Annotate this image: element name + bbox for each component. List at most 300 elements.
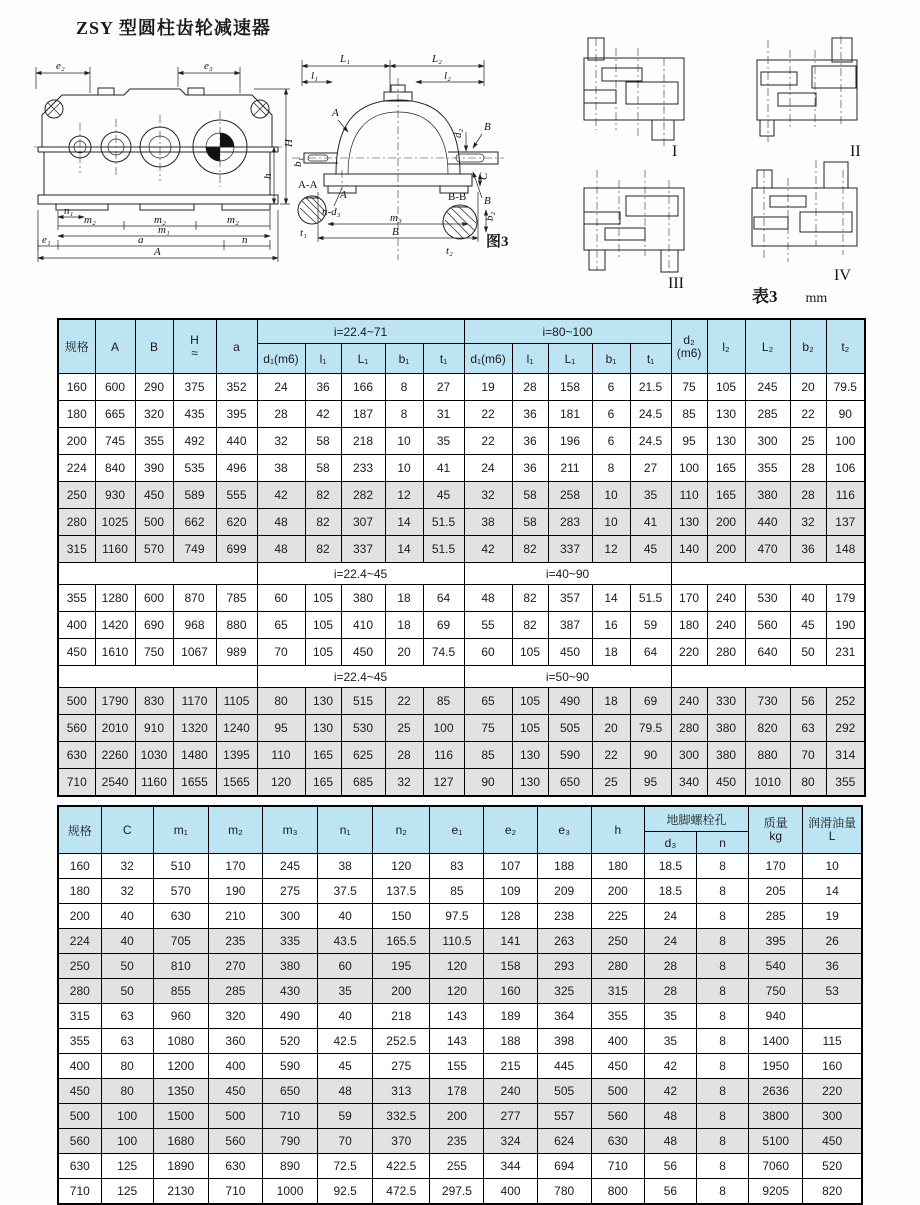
dim-label: m₂ bbox=[84, 214, 96, 226]
col-header: n₂ bbox=[373, 806, 430, 854]
row-spec-cell: 710 bbox=[58, 769, 95, 797]
table-cell: 620 bbox=[216, 509, 257, 536]
table-cell: 166 bbox=[341, 374, 385, 401]
col-header: L₁ bbox=[548, 344, 592, 374]
table-cell: 220 bbox=[803, 1079, 862, 1104]
table-cell: 364 bbox=[537, 1004, 591, 1029]
table-cell: 313 bbox=[373, 1079, 430, 1104]
table-row bbox=[58, 585, 865, 612]
table-cell: 300 bbox=[803, 1104, 862, 1129]
table-cell: 18 bbox=[385, 585, 423, 612]
table-cell: 200 bbox=[373, 979, 430, 1004]
table-cell: 10 bbox=[592, 509, 630, 536]
col-header: e₃ bbox=[537, 806, 591, 854]
table-cell: 200 bbox=[430, 1104, 484, 1129]
table-cell: 430 bbox=[262, 979, 317, 1004]
dim-label: e₁ bbox=[42, 234, 51, 246]
col-header: l₁ bbox=[305, 344, 341, 374]
table-cell: 150 bbox=[373, 904, 430, 929]
table-cell: 2130 bbox=[153, 1179, 208, 1205]
table-cell: 1010 bbox=[745, 769, 790, 797]
table-cell: 10 bbox=[592, 482, 630, 509]
reducer-side-view-drawing bbox=[290, 52, 508, 267]
table-cell: 690 bbox=[135, 612, 173, 639]
ratio-group-label: i=40~90 bbox=[464, 563, 671, 585]
table-cell: 90 bbox=[630, 742, 671, 769]
table-cell: 694 bbox=[537, 1154, 591, 1179]
table-cell: 12 bbox=[385, 482, 423, 509]
table-cell: 380 bbox=[341, 585, 385, 612]
table-cell: 42.5 bbox=[318, 1029, 373, 1054]
table-cell: 200 bbox=[707, 509, 745, 536]
table-cell: 22 bbox=[592, 742, 630, 769]
table-cell: 109 bbox=[484, 879, 537, 904]
table-cell: 1160 bbox=[135, 769, 173, 797]
table-cell: 665 bbox=[95, 401, 135, 428]
table-row bbox=[58, 715, 865, 742]
table-cell: 48 bbox=[257, 536, 305, 563]
table-cell: 570 bbox=[135, 536, 173, 563]
scheme-2-drawing bbox=[757, 36, 857, 142]
table-cell: 496 bbox=[216, 455, 257, 482]
table-cell: 3800 bbox=[749, 1104, 803, 1129]
table-cell: 115 bbox=[803, 1029, 862, 1054]
table-cell: 215 bbox=[484, 1054, 537, 1079]
dim-label: e₃ bbox=[204, 60, 213, 72]
dim-label: B bbox=[392, 226, 399, 238]
table-cell: 18 bbox=[385, 612, 423, 639]
table-cell: 880 bbox=[216, 612, 257, 639]
table-cell: 570 bbox=[153, 879, 208, 904]
table-cell: 24.5 bbox=[630, 428, 671, 455]
table-cell: 10 bbox=[803, 854, 862, 879]
table-cell: 8 bbox=[696, 929, 748, 954]
table-cell: 450 bbox=[341, 639, 385, 666]
table-cell: 650 bbox=[262, 1079, 317, 1104]
table-cell: 8 bbox=[385, 374, 423, 401]
table-cell: 320 bbox=[208, 1004, 262, 1029]
table-cell: 16 bbox=[592, 612, 630, 639]
table-cell: 8 bbox=[696, 1029, 748, 1054]
col-header: d₁(m6) bbox=[257, 344, 305, 374]
table-cell: 8 bbox=[696, 1129, 748, 1154]
table-cell: 560 bbox=[591, 1104, 644, 1129]
table-cell: 90 bbox=[826, 401, 865, 428]
col-header: m₂ bbox=[208, 806, 262, 854]
col-header: C bbox=[101, 806, 153, 854]
table-cell: 32 bbox=[464, 482, 512, 509]
table-cell: 650 bbox=[548, 769, 592, 797]
table-cell: 535 bbox=[173, 455, 216, 482]
table-row bbox=[58, 536, 865, 563]
table-cell: 231 bbox=[826, 639, 865, 666]
table-cell: 395 bbox=[216, 401, 257, 428]
table-cell: 240 bbox=[671, 688, 707, 715]
table-cell: 515 bbox=[341, 688, 385, 715]
table-cell: 370 bbox=[373, 1129, 430, 1154]
table-cell: 55 bbox=[464, 612, 512, 639]
table-cell: 10 bbox=[385, 428, 423, 455]
col-header-mass: 质量 kg bbox=[749, 806, 803, 854]
table-cell: 640 bbox=[745, 639, 790, 666]
table-cell: 8 bbox=[696, 1104, 748, 1129]
table-cell: 280 bbox=[671, 715, 707, 742]
table-cell: 750 bbox=[135, 639, 173, 666]
table-row bbox=[58, 769, 865, 797]
table-cell: 178 bbox=[430, 1079, 484, 1104]
table-cell: 60 bbox=[257, 585, 305, 612]
table-cell: 56 bbox=[644, 1154, 696, 1179]
ratio-group-header: i=22.4~71 bbox=[257, 319, 464, 344]
col-header: A bbox=[95, 319, 135, 374]
table-cell: 337 bbox=[548, 536, 592, 563]
table-cell: 60 bbox=[464, 639, 512, 666]
table-cell: 285 bbox=[208, 979, 262, 1004]
table-cell: 181 bbox=[548, 401, 592, 428]
page-title: ZSY 型圆柱齿轮减速器 bbox=[76, 18, 271, 38]
table-cell: 380 bbox=[262, 954, 317, 979]
section-arrow-label: A bbox=[332, 107, 339, 119]
table-cell: 505 bbox=[537, 1079, 591, 1104]
table-cell: 180 bbox=[671, 612, 707, 639]
table-cell: 110.5 bbox=[430, 929, 484, 954]
dim-label: m₂ bbox=[154, 214, 166, 226]
col-header: b₁ bbox=[385, 344, 423, 374]
table-cell: 36 bbox=[790, 536, 826, 563]
table-cell: 82 bbox=[305, 509, 341, 536]
table-cell: 82 bbox=[512, 612, 548, 639]
table-cell: 530 bbox=[745, 585, 790, 612]
table-cell: 100 bbox=[101, 1104, 153, 1129]
table-cell: 830 bbox=[135, 688, 173, 715]
table-cell: 24 bbox=[464, 455, 512, 482]
blank-cell bbox=[58, 563, 257, 585]
table-cell: 56 bbox=[644, 1179, 696, 1205]
table-cell: 380 bbox=[707, 715, 745, 742]
table-cell: 100 bbox=[826, 428, 865, 455]
table-cell: 42 bbox=[644, 1079, 696, 1104]
table-row bbox=[58, 1129, 862, 1154]
table-cell: 48 bbox=[644, 1104, 696, 1129]
table-cell: 32 bbox=[790, 509, 826, 536]
table-cell: 59 bbox=[630, 612, 671, 639]
row-spec-cell: 560 bbox=[58, 1129, 101, 1154]
table-cell: 245 bbox=[262, 854, 317, 879]
table-cell: 332.5 bbox=[373, 1104, 430, 1129]
table-number-label: 表3 bbox=[752, 287, 778, 306]
table-cell: 1067 bbox=[173, 639, 216, 666]
table-cell: 450 bbox=[591, 1054, 644, 1079]
table-cell: 82 bbox=[305, 482, 341, 509]
section-arrow-label: B bbox=[484, 121, 491, 133]
table-cell: 130 bbox=[707, 428, 745, 455]
dim-label: e₂ bbox=[56, 60, 65, 72]
table-cell bbox=[803, 1004, 862, 1029]
table-cell: 785 bbox=[216, 585, 257, 612]
table-cell: 195 bbox=[373, 954, 430, 979]
table-cell: 450 bbox=[208, 1079, 262, 1104]
table-cell: 43.5 bbox=[318, 929, 373, 954]
scheme-4-label: IV bbox=[834, 267, 851, 284]
table-cell: 840 bbox=[95, 455, 135, 482]
table-cell: 155 bbox=[430, 1054, 484, 1079]
row-spec-cell: 630 bbox=[58, 1154, 101, 1179]
table-cell: 85 bbox=[464, 742, 512, 769]
ratio-group-row bbox=[58, 563, 865, 585]
table-cell: 387 bbox=[548, 612, 592, 639]
table-cell: 105 bbox=[305, 612, 341, 639]
table-cell: 1500 bbox=[153, 1104, 208, 1129]
row-spec-cell: 400 bbox=[58, 1054, 101, 1079]
table-cell: 130 bbox=[512, 742, 548, 769]
dim-label: b₂ bbox=[484, 211, 496, 221]
table-row bbox=[58, 742, 865, 769]
table-cell: 422.5 bbox=[373, 1154, 430, 1179]
table-cell: 32 bbox=[385, 769, 423, 797]
col-header: d₃ bbox=[644, 832, 696, 854]
col-header: d₂ (m6) bbox=[671, 319, 707, 374]
table-cell: 165 bbox=[707, 455, 745, 482]
table-cell: 870 bbox=[173, 585, 216, 612]
table-cell: 492 bbox=[173, 428, 216, 455]
row-spec-cell: 450 bbox=[58, 1079, 101, 1104]
table-cell: 589 bbox=[173, 482, 216, 509]
dim-label: n-d₃ bbox=[322, 206, 341, 218]
table-caption bbox=[752, 282, 827, 307]
table-cell: 95 bbox=[630, 769, 671, 797]
table-row bbox=[58, 854, 862, 879]
table-cell: 1280 bbox=[95, 585, 135, 612]
table-cell: 270 bbox=[208, 954, 262, 979]
table-cell: 130 bbox=[671, 509, 707, 536]
table-cell: 180 bbox=[591, 854, 644, 879]
unit-label: mm bbox=[805, 291, 828, 306]
col-header-spec: 规格 bbox=[58, 806, 101, 854]
col-header: L₁ bbox=[341, 344, 385, 374]
table-cell: 1420 bbox=[95, 612, 135, 639]
table-cell: 48 bbox=[464, 585, 512, 612]
table-cell: 137 bbox=[826, 509, 865, 536]
table-cell: 58 bbox=[512, 482, 548, 509]
table-row bbox=[58, 1154, 862, 1179]
table-cell: 35 bbox=[423, 428, 464, 455]
table-cell: 165.5 bbox=[373, 929, 430, 954]
table-cell: 275 bbox=[262, 879, 317, 904]
row-spec-cell: 315 bbox=[58, 536, 95, 563]
table-cell: 187 bbox=[341, 401, 385, 428]
table-cell: 2540 bbox=[95, 769, 135, 797]
table-cell: 398 bbox=[537, 1029, 591, 1054]
table-cell: 490 bbox=[548, 688, 592, 715]
table-cell: 600 bbox=[135, 585, 173, 612]
table-cell: 8 bbox=[696, 1054, 748, 1079]
table-cell: 8 bbox=[592, 455, 630, 482]
table-cell: 28 bbox=[644, 954, 696, 979]
col-header: l₂ bbox=[707, 319, 745, 374]
table-cell: 200 bbox=[707, 536, 745, 563]
table-cell: 1160 bbox=[95, 536, 135, 563]
table-cell: 36 bbox=[803, 954, 862, 979]
table-cell: 252.5 bbox=[373, 1029, 430, 1054]
table-cell: 21.5 bbox=[630, 374, 671, 401]
table-cell: 190 bbox=[826, 612, 865, 639]
table-cell: 710 bbox=[208, 1179, 262, 1205]
col-header: b₂ bbox=[790, 319, 826, 374]
table-cell: 930 bbox=[95, 482, 135, 509]
table-cell: 1240 bbox=[216, 715, 257, 742]
table-cell: 280 bbox=[591, 954, 644, 979]
table-cell: 18 bbox=[592, 639, 630, 666]
row-spec-cell: 224 bbox=[58, 929, 101, 954]
table-cell: 258 bbox=[548, 482, 592, 509]
table-cell: 189 bbox=[484, 1004, 537, 1029]
table-cell: 63 bbox=[101, 1029, 153, 1054]
table-cell: 209 bbox=[537, 879, 591, 904]
row-spec-cell: 250 bbox=[58, 954, 101, 979]
table-cell: 105 bbox=[305, 639, 341, 666]
dim-label: d₂ bbox=[452, 128, 464, 138]
dim-label: L₂ bbox=[432, 53, 442, 65]
table-row bbox=[58, 401, 865, 428]
table-row bbox=[58, 1004, 862, 1029]
table-cell: 280 bbox=[707, 639, 745, 666]
table-cell: 41 bbox=[423, 455, 464, 482]
table-cell: 395 bbox=[749, 929, 803, 954]
col-header: n₁ bbox=[318, 806, 373, 854]
ratio-group-header: i=80~100 bbox=[464, 319, 671, 344]
table-cell: 38 bbox=[464, 509, 512, 536]
table-cell: 705 bbox=[153, 929, 208, 954]
section-label: A-A bbox=[298, 179, 318, 191]
scheme-1-drawing bbox=[584, 38, 684, 148]
table-cell: 37.5 bbox=[318, 879, 373, 904]
table-cell: 160 bbox=[803, 1054, 862, 1079]
table-cell: 27 bbox=[423, 374, 464, 401]
table-cell: 116 bbox=[826, 482, 865, 509]
table-row bbox=[58, 1029, 862, 1054]
table-cell: 50 bbox=[101, 954, 153, 979]
figure-number-label: 图3 bbox=[486, 234, 509, 250]
table-cell: 80 bbox=[101, 1054, 153, 1079]
ratio-group-label: i=22.4~45 bbox=[257, 666, 464, 688]
col-header: t₂ bbox=[826, 319, 865, 374]
ratio-group-label: i=22.4~45 bbox=[257, 563, 464, 585]
table-cell: 70 bbox=[790, 742, 826, 769]
table-cell: 989 bbox=[216, 639, 257, 666]
section-arrow-label: A bbox=[340, 189, 347, 201]
table-cell: 211 bbox=[548, 455, 592, 482]
table-row bbox=[58, 1054, 862, 1079]
table-cell: 25 bbox=[385, 715, 423, 742]
table-cell: 810 bbox=[153, 954, 208, 979]
table-cell: 252 bbox=[826, 688, 865, 715]
table-cell: 69 bbox=[630, 688, 671, 715]
table-cell: 74.5 bbox=[423, 639, 464, 666]
table-cell: 8 bbox=[385, 401, 423, 428]
table-cell: 315 bbox=[591, 979, 644, 1004]
row-spec-cell: 180 bbox=[58, 879, 101, 904]
table-cell: 745 bbox=[95, 428, 135, 455]
table-cell: 557 bbox=[537, 1104, 591, 1129]
table-cell: 85 bbox=[430, 879, 484, 904]
col-header: m₁ bbox=[153, 806, 208, 854]
table-cell: 820 bbox=[745, 715, 790, 742]
table-cell: 165 bbox=[305, 742, 341, 769]
table-cell: 1170 bbox=[173, 688, 216, 715]
table-cell: 50 bbox=[101, 979, 153, 1004]
table-row bbox=[58, 1104, 862, 1129]
table-cell: 45 bbox=[790, 612, 826, 639]
table-cell: 35 bbox=[644, 1029, 696, 1054]
dim-label: t₁ bbox=[300, 227, 307, 239]
table-cell: 530 bbox=[341, 715, 385, 742]
table-row bbox=[58, 428, 865, 455]
table-cell: 64 bbox=[423, 585, 464, 612]
table-cell: 292 bbox=[826, 715, 865, 742]
dim-label: l₁ bbox=[311, 70, 318, 82]
ratio-group-label: i=50~90 bbox=[464, 666, 671, 688]
table-cell: 28 bbox=[385, 742, 423, 769]
table-cell: 472.5 bbox=[373, 1179, 430, 1205]
table-row bbox=[58, 1079, 862, 1104]
table-cell: 40 bbox=[318, 904, 373, 929]
dim-label: n₁ bbox=[64, 205, 74, 217]
table-row bbox=[58, 688, 865, 715]
row-spec-cell: 224 bbox=[58, 455, 95, 482]
table-cell: 85 bbox=[671, 401, 707, 428]
table-cell: 105 bbox=[707, 374, 745, 401]
row-spec-cell: 355 bbox=[58, 1029, 101, 1054]
table-cell: 12 bbox=[592, 536, 630, 563]
table-cell: 1025 bbox=[95, 509, 135, 536]
row-spec-cell: 280 bbox=[58, 509, 95, 536]
table-cell: 190 bbox=[208, 879, 262, 904]
table-cell: 48 bbox=[644, 1129, 696, 1154]
table-cell: 710 bbox=[591, 1154, 644, 1179]
table-cell: 48 bbox=[318, 1079, 373, 1104]
table-row bbox=[58, 639, 865, 666]
dim-label: n bbox=[242, 234, 248, 246]
table-cell: 510 bbox=[153, 854, 208, 879]
table-cell: 22 bbox=[464, 428, 512, 455]
table-cell: 7060 bbox=[749, 1154, 803, 1179]
dim-label: b₁ bbox=[292, 157, 304, 167]
table-cell: 8 bbox=[696, 854, 748, 879]
table-cell: 968 bbox=[173, 612, 216, 639]
table-cell: 1105 bbox=[216, 688, 257, 715]
table-cell: 8 bbox=[696, 1004, 748, 1029]
table-cell: 42 bbox=[305, 401, 341, 428]
table-cell: 79.5 bbox=[826, 374, 865, 401]
table-cell: 24 bbox=[644, 904, 696, 929]
table-cell: 1950 bbox=[749, 1054, 803, 1079]
table-cell: 82 bbox=[305, 536, 341, 563]
scheme-2-label: II bbox=[850, 143, 861, 160]
table-cell: 36 bbox=[512, 455, 548, 482]
table-cell: 210 bbox=[208, 904, 262, 929]
table-cell: 188 bbox=[484, 1029, 537, 1054]
table-cell: 218 bbox=[341, 428, 385, 455]
table-cell: 188 bbox=[537, 854, 591, 879]
table-cell: 105 bbox=[512, 639, 548, 666]
table-cell: 32 bbox=[101, 854, 153, 879]
table-cell: 36 bbox=[305, 374, 341, 401]
table-cell: 28 bbox=[644, 979, 696, 1004]
table-cell: 53 bbox=[803, 979, 862, 1004]
table-cell: 1680 bbox=[153, 1129, 208, 1154]
table-cell: 58 bbox=[512, 509, 548, 536]
table-cell: 110 bbox=[257, 742, 305, 769]
